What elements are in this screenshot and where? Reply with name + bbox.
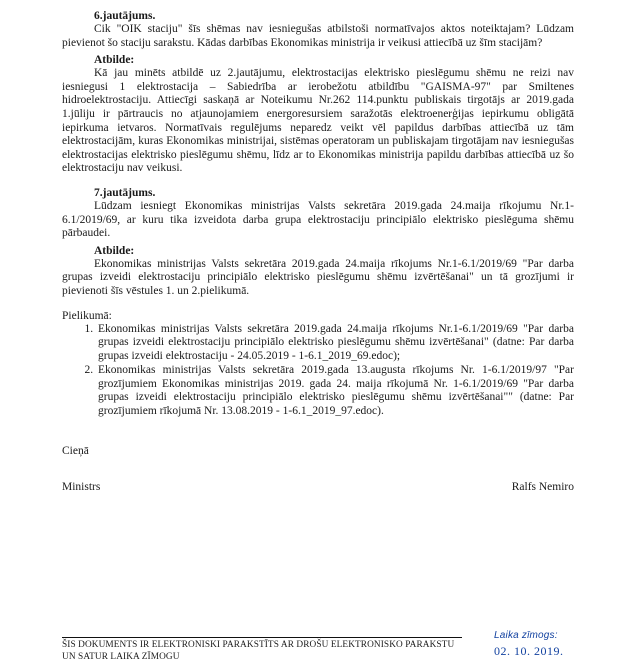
question-7-text: Lūdzam iesniegt Ekonomikas ministrijas Valsts sekretāra 2019.gada 24.maija rīkojumu Nr.1-6.1/2019/69, ar kuru tika izveidota darba grupa elektrostaciju principiālo elektrisko pieslēguma shēmu pārbaudei. <box>62 199 574 240</box>
time-stamp-block <box>492 630 622 659</box>
list-item: 2. Ekonomikas ministrijas Valsts sekretāra 2019.gada 13.augusta rīkojums Nr. 1-6.1/2019/97 "Par grozījumiem Ekonomikas ministrijas 2019. gada 24. maija rīkojumā Nr. 1-6.1/2019/69 "Par darba grupas izveidi elektrostaciju principiālo elektrisko pieslēgumu shēmu izvērtēšanai"" (datne: Par grozījumiem rīkojumā Nr. 13.08.2019 - 1-6.1_2019_97.edoc). <box>96 364 574 418</box>
list-item: 1. Ekonomikas ministrijas Valsts sekretāra 2019.gada 24.maija rīkojums Nr.1-6.1/2019/69 "Par darba grupas izveidi elektrostaciju principiālo elektrisko pieslēgumu shēmu izvērtēšanai" (datne: Par darba grupas izveidi elektrostaciju - 24.05.2019 - 1-6.1_2019_69.edoc); <box>96 323 574 364</box>
question-7-heading: 7.jautājums. <box>94 186 156 199</box>
signer-name: Ralfs Nemiro <box>511 480 574 493</box>
question-6-text: Cik "OIK staciju" šīs shēmas nav iesniegušas atbilstoši normatīvajos aktos noteiktajam? Lūdzam pievienot šo staciju sarakstu. Kādas darbības Ekonomikas ministrija ir veikusi attiecībā uz šīm stacijām? <box>62 23 574 49</box>
section-question-6 <box>62 10 574 176</box>
attachments-list <box>62 323 574 419</box>
attachments-section <box>62 310 574 419</box>
electronic-signature-note: ŠIS DOKUMENTS IR ELEKTRONISKI PARAKSTĪTS AR DROŠU ELEKTRONISKO PARAKSTU UN SATUR LAIKA ZĪMOGU <box>62 637 462 663</box>
answer-6-heading: Atbilde: <box>94 54 135 67</box>
closing-greeting: Cieņā <box>62 444 89 457</box>
signer-title: Ministrs <box>62 480 101 493</box>
attachments-label: Pielikumā: <box>62 309 112 322</box>
answer-7-heading: Atbilde: <box>94 244 135 257</box>
signature-row <box>62 481 574 493</box>
section-question-7 <box>62 187 574 299</box>
answer-7-text: Ekonomikas ministrijas Valsts sekretāra 2019.gada 24.maija rīkojums Nr.1-6.1/2019/69 "Par darba grupas izveidi elektrostaciju principiālo elektrisko pieslēgumu shēmu izvērtēšanai" un tā grozījumi ir pievienoti šīs vēstules 1. un 2.pielikumā. <box>62 257 574 297</box>
document-body <box>62 10 574 493</box>
answer-6-text: Kā jau minēts atbildē uz 2.jautājumu, elektrostacijas elektrisko pieslēgumu shēmu ne reizi nav iesniegusi 1 elektrostacija – Sabiedrība ar ierobežotu atbildību "GAISMA-97" par Smiltenes hidroelektrostaciju. Attiecīgi saskaņā ar Noteikumu Nr.262 114.punktu publiskais tirgotājs ar 2019.gada 1.jūliju ir pārtraucis no atjaunojamiem energoresursiem saražotās elektroenerģijas iepirkumu obligātā iepirkuma ietvaros. Normatīvais regulējums neparedz veikt vēl papildus darbības attiecībā uz tām elektrostacijām, kuras Ekonomikas ministrijai, sistēmas operatoram un publiskajam tirgotājam nav iesniegušas elektrostacijas elektrisko pieslēgumu shēmu, līdz ar to Ekonomikas ministrija papildu darbības attiecībā uz šo elektrostaciju nav veikusi. <box>62 67 574 175</box>
signature-block <box>62 445 574 493</box>
time-stamp-value: 02. 10. 2019. <box>494 644 564 658</box>
question-6-heading: 6.jautājums. <box>94 10 156 22</box>
time-stamp-label: Laika zīmogs: <box>494 630 558 641</box>
